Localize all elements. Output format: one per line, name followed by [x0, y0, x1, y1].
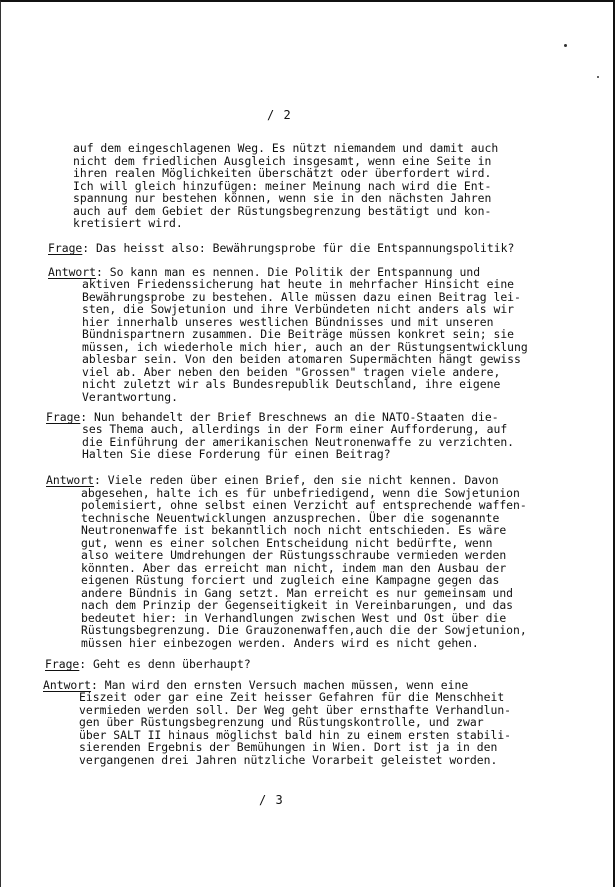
text-line: bedeutet hier: in Verhandlungen zwischen West und Ost über die	[81, 611, 507, 625]
text-line: ses Thema auch, allerdings in der Form einer Aufforderung, auf	[82, 422, 508, 436]
text-line: auf dem eingeschlagenen Weg. Es nützt niemandem und damit auch	[73, 141, 499, 155]
text-line: kretisiert wird.	[73, 216, 183, 230]
speaker-label-antwort: Antwort	[48, 265, 97, 279]
text-line: also weitere Umdrehungen der Rüstungsschraube vermieden werden	[81, 548, 507, 562]
text-line: technische Neuentwicklungen anzusprechen. Über die sogenannte	[81, 511, 500, 525]
text-line: sten, die Sowjetunion und ihre Verbündeten nicht anders als wir	[82, 302, 515, 316]
text-line: Halten Sie diese Forderung für einen Beitrag?	[82, 447, 391, 461]
text-line: müssen hier einbezogen werden. Anders wird es nicht gehen.	[81, 636, 479, 650]
text-line: Verantwortung.	[82, 390, 179, 404]
page-number-top: / 2	[267, 108, 292, 122]
page-number-bottom: / 3	[259, 793, 284, 807]
text-line: eigenen Rüstung forciert und zugleich eine Kampagne gegen das	[81, 573, 500, 587]
speaker-label-frage: Frage	[46, 410, 81, 424]
text-line: : Geht es denn überhaupt?	[79, 657, 251, 671]
text-line: ablesbar sein. Von den beiden atomaren Supermächten hängt gewiss	[82, 352, 521, 366]
text-line: Rüstungsbegrenzung. Die Grauzonenwaffen,auch die der Sowjetunion,	[81, 623, 527, 637]
text-line: nicht dem friedlichen Ausgleich insgesamt, wenn eine Seite in	[73, 154, 492, 168]
speaker-label-antwort: Antwort	[43, 678, 92, 692]
text-line: polemisiert, ohne selbst einen Verzicht auf entsprechende waffen-	[81, 498, 527, 512]
text-line: könnten. Aber das erreicht man nicht, indem man den Ausbau der	[81, 561, 507, 575]
text-line: müssen, ich wiederhole mich hier, auch an der Rüstungsentwicklung	[82, 340, 528, 354]
question-first-line	[48, 242, 514, 254]
text-line: Ich will gleich hinzufügen: meiner Meinung nach wird die Ent-	[73, 179, 492, 193]
text-line: : Viele reden über einen Brief, den sie nicht kennen. Davon	[94, 473, 499, 487]
speaker-label-frage: Frage	[45, 657, 80, 671]
text-line: abgesehen, halte ich es für unbefriedigend, wenn die Sowjetunion	[81, 486, 520, 500]
text-line: : Das heisst also: Bewährungsprobe für die Entspannungspolitik?	[82, 241, 515, 255]
speaker-label-antwort: Antwort	[46, 473, 95, 487]
text-line: nach dem Prinzip der Gegenseitigkeit in Vereinbarungen, und das	[81, 598, 514, 612]
text-line: vermieden werden soll. Der Weg geht über ernsthafte Verhandlun-	[79, 703, 512, 717]
text-line: : Nun behandelt der Brief Breschnews an die NATO-Staaten die-	[80, 410, 499, 424]
scan-speck	[597, 76, 599, 78]
text-line: : Man wird den ernsten Versuch machen müssen, wenn eine	[91, 678, 469, 692]
text-line: über SALT II hinaus möglichst bald hin zu einem ersten stabili-	[79, 728, 512, 742]
speaker-label-frage: Frage	[48, 241, 83, 255]
text-line: viel ab. Aber neben den beiden "Grossen" tragen viele andere,	[82, 365, 501, 379]
text-line: aktiven Friedenssicherung hat heute in mehrfacher Hinsicht eine	[82, 277, 515, 291]
text-line: Bündnispartnern zusammen. Die Beiträge müssen konkret sein; sie	[82, 327, 515, 341]
text-line: andere Bündnis in Gang setzt. Man erreicht es nur gemeinsam und	[81, 586, 514, 600]
scan-speck	[564, 44, 567, 47]
text-line: : So kann man es nennen. Die Politik der Entspannung und	[96, 265, 481, 279]
text-line: nicht zuletzt wir als Bundesrepublik Deutschland, ihre eigene	[82, 377, 501, 391]
text-line: die Einführung der amerikanischen Neutronenwaffe zu verzichten.	[82, 435, 515, 449]
text-line: Neutronenwaffe ist bekanntlich noch nicht entschieden. Es wäre	[81, 523, 507, 537]
text-line: Bewährungsprobe zu bestehen. Alle müssen dazu einen Beitrag lei-	[82, 290, 521, 304]
text-line: hier innerhalb unseres westlichen Bündnisses und mit unseren	[82, 315, 494, 329]
text-line: auch auf dem Gebiet der Rüstungsbegrenzung bestätigt und kon-	[73, 204, 492, 218]
text-line: spannung nur bestehen können, wenn sie in den nächsten Jahren	[73, 191, 492, 205]
text-line: Eiszeit oder gar eine Zeit heisser Gefahren für die Menschheit	[79, 690, 505, 704]
text-line: gut, wenn es einer solchen Entscheidung nicht bedürfte, wenn	[81, 536, 493, 550]
text-line: vergangenen drei Jahren nützliche Vorarbeit geleistet worden.	[79, 753, 498, 767]
answer-first-line	[46, 474, 499, 486]
text-line: sierenden Ergebnis der Bemühungen in Wien. Dort ist ja in den	[79, 740, 498, 754]
text-line: gen über Rüstungsbegrenzung und Rüstungskontrolle, und zwar	[79, 715, 484, 729]
text-line: ihren realen Möglichkeiten überschätzt oder überfordert wird.	[73, 166, 492, 180]
question-first-line	[45, 658, 251, 670]
